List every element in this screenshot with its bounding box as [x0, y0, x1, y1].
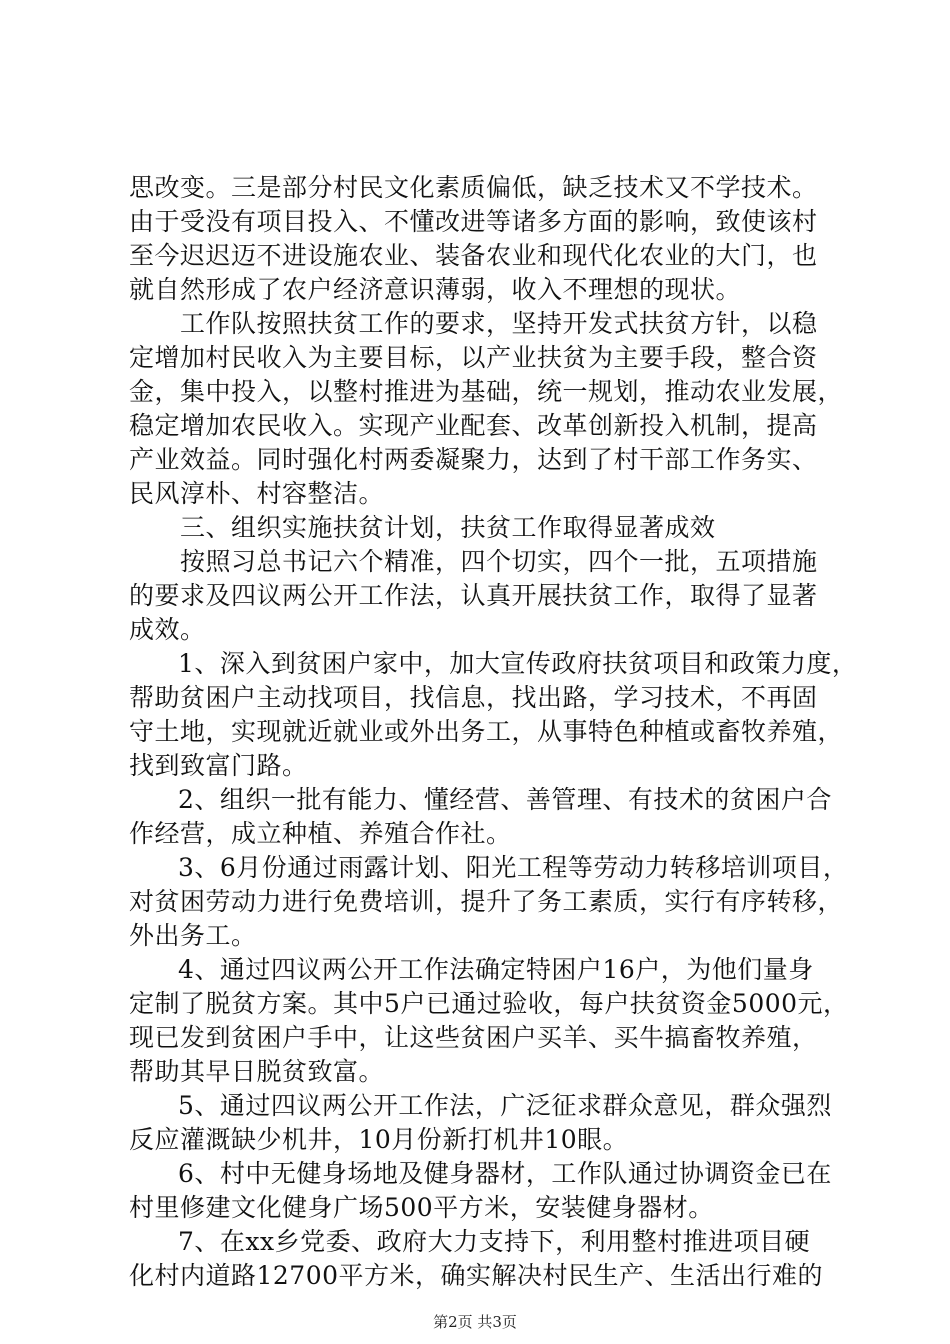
- text-line: 产业效益。同时强化村两委凝聚力，达到了村干部工作务实、: [129, 445, 818, 474]
- text-line: 外出务工。: [129, 921, 257, 950]
- text-line: 就自然形成了农户经济意识薄弱，收入不理想的现状。: [129, 275, 742, 304]
- text-line: 2、组织一批有能力、懂经营、善管理、有技术的贫困户合: [178, 785, 832, 814]
- text-line: 7、在xx乡党委、政府大力支持下，利用整村推进项目硬: [178, 1227, 811, 1256]
- text-line: 由于受没有项目投入、不懂改进等诸多方面的影响，致使该村: [129, 207, 818, 236]
- text-line: 化村内道路12700平方米，确实解决村民生产、生活出行难的: [129, 1261, 824, 1290]
- text-line: 1、深入到贫困户家中，加大宣传政府扶贫项目和政策力度，: [178, 649, 858, 678]
- text-line: 作经营，成立种植、养殖合作社。: [129, 819, 512, 848]
- text-line: 3、6月份通过雨露计划、阳光工程等劳动力转移培训项目，: [178, 853, 849, 882]
- text-line: 帮助其早日脱贫致富。: [129, 1057, 385, 1086]
- text-line: 村里修建文化健身广场500平方米，安装健身器材。: [129, 1193, 714, 1222]
- text-line: 对贫困劳动力进行免费培训，提升了务工素质，实行有序转移，: [129, 887, 844, 916]
- text-line: 5、通过四议两公开工作法，广泛征求群众意见，群众强烈: [178, 1091, 832, 1120]
- text-line: 帮助贫困户主动找项目，找信息，找出路，学习技术，不再固: [129, 683, 818, 712]
- text-line: 稳定增加农民收入。实现产业配套、改革创新投入机制，提高: [129, 411, 818, 440]
- text-line: 定制了脱贫方案。其中5户已通过验收，每户扶贫资金5000元，: [129, 989, 849, 1018]
- text-line: 现已发到贫困户手中，让这些贫困户买羊、买牛搞畜牧养殖，: [129, 1023, 818, 1052]
- text-line: 成效。: [129, 615, 206, 644]
- text-line: 至今迟迟迈不进设施农业、装备农业和现代化农业的大门，也: [129, 241, 818, 270]
- text-line: 按照习总书记六个精准，四个切实，四个一批，五项措施: [180, 547, 818, 576]
- text-line: 反应灌溉缺少机井，10月份新打机井10眼。: [129, 1125, 629, 1154]
- text-line: 守土地，实现就近就业或外出务工，从事特色种植或畜牧养殖，: [129, 717, 844, 746]
- text-line: 4、通过四议两公开工作法确定特困户16户，为他们量身: [178, 955, 814, 984]
- text-line: 定增加村民收入为主要目标，以产业扶贫为主要手段，整合资: [129, 343, 818, 372]
- page-footer: 第2页 共3页: [433, 1313, 517, 1331]
- text-line: 6、村中无健身场地及健身器材，工作队通过协调资金已在: [178, 1159, 832, 1188]
- text-line: 找到致富门路。: [129, 751, 308, 780]
- text-line: 工作队按照扶贫工作的要求，坚持开发式扶贫方针，以稳: [180, 309, 818, 338]
- text-line: 思改变。三是部分村民文化素质偏低，缺乏技术又不学技术。: [129, 173, 818, 202]
- text-line: 民风淳朴、村容整洁。: [129, 479, 385, 508]
- section-heading: 三、组织实施扶贫计划，扶贫工作取得显著成效: [180, 513, 716, 542]
- text-line: 金，集中投入，以整村推进为基础，统一规划，推动农业发展，: [129, 377, 844, 406]
- text-line: 的要求及四议两公开工作法，认真开展扶贫工作，取得了显著: [129, 581, 818, 610]
